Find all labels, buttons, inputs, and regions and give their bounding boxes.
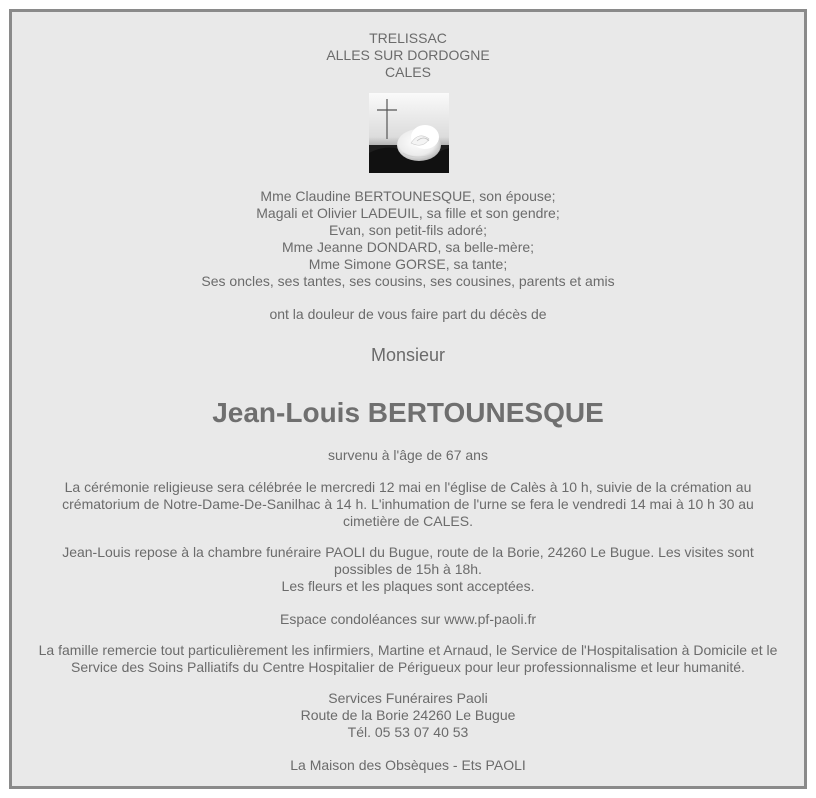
family-member: Evan, son petit-fils adoré;: [329, 222, 487, 238]
family-list: [12, 188, 804, 290]
obituary-notice: [9, 9, 807, 789]
funeral-services-address: Route de la Borie 24260 Le Bugue: [300, 707, 516, 723]
family-member: Magali et Olivier LADEUIL, sa fille et son gendre;: [256, 205, 560, 221]
flowers-text: Les fleurs et les plaques sont acceptées.: [281, 578, 535, 594]
ceremony-details: La cérémonie religieuse sera célébrée le mercredi 12 mai en l'église de Calès à 10 h, suivie de la crémation au crématorium de Notre-Dame-De-Sanilhac à 14 h. L'inhumation de l'urne se fera le vendredi 14 mai à 10 h 30 au cimetière de CALES.: [62, 479, 754, 529]
towns-list: [12, 30, 804, 81]
town-name: CALES: [385, 64, 431, 80]
rest-text: Jean-Louis repose à la chambre funéraire PAOLI du Bugue, route de la Borie, 24260 Le Bugue. Les visites sont possibles de 15h à 18h.: [62, 544, 754, 577]
announcement-text: ont la douleur de vous faire part du décès de: [269, 306, 547, 322]
town-name: ALLES SUR DORDOGNE: [326, 47, 490, 63]
cross-and-white-rose-icon: [369, 93, 449, 173]
funeral-house-name: La Maison des Obsèques - Ets PAOLI: [290, 757, 526, 773]
age-line: survenu à l'âge de 67 ans: [328, 447, 488, 463]
rest-details: [42, 544, 774, 595]
family-member: Mme Claudine BERTOUNESQUE, son épouse;: [260, 188, 556, 204]
family-member: Mme Simone GORSE, sa tante;: [308, 256, 508, 272]
title-word: Monsieur: [370, 345, 446, 365]
thanks-text: La famille remercie tout particulièrement les infirmiers, Martine et Arnaud, le Service de l'Hospitalisation à Domicile et le Service des Soins Palliatifs du Centre Hospitalier de Périgueux pour leur professionnalisme et leur humanité.: [38, 642, 778, 675]
family-member: Ses oncles, ses tantes, ses cousins, ses cousines, parents et amis: [201, 273, 615, 289]
condolences-link-text: Espace condoléances sur www.pf-paoli.fr: [279, 611, 537, 627]
town-name: TRELISSAC: [369, 30, 447, 46]
funeral-services-info: [12, 690, 804, 741]
family-member: Mme Jeanne DONDARD, sa belle-mère;: [281, 239, 535, 255]
deceased-name: Jean-Louis BERTOUNESQUE: [212, 397, 604, 428]
funeral-services-phone: Tél. 05 53 07 40 53: [347, 724, 469, 740]
funeral-services-name: Services Funéraires Paoli: [328, 690, 488, 706]
